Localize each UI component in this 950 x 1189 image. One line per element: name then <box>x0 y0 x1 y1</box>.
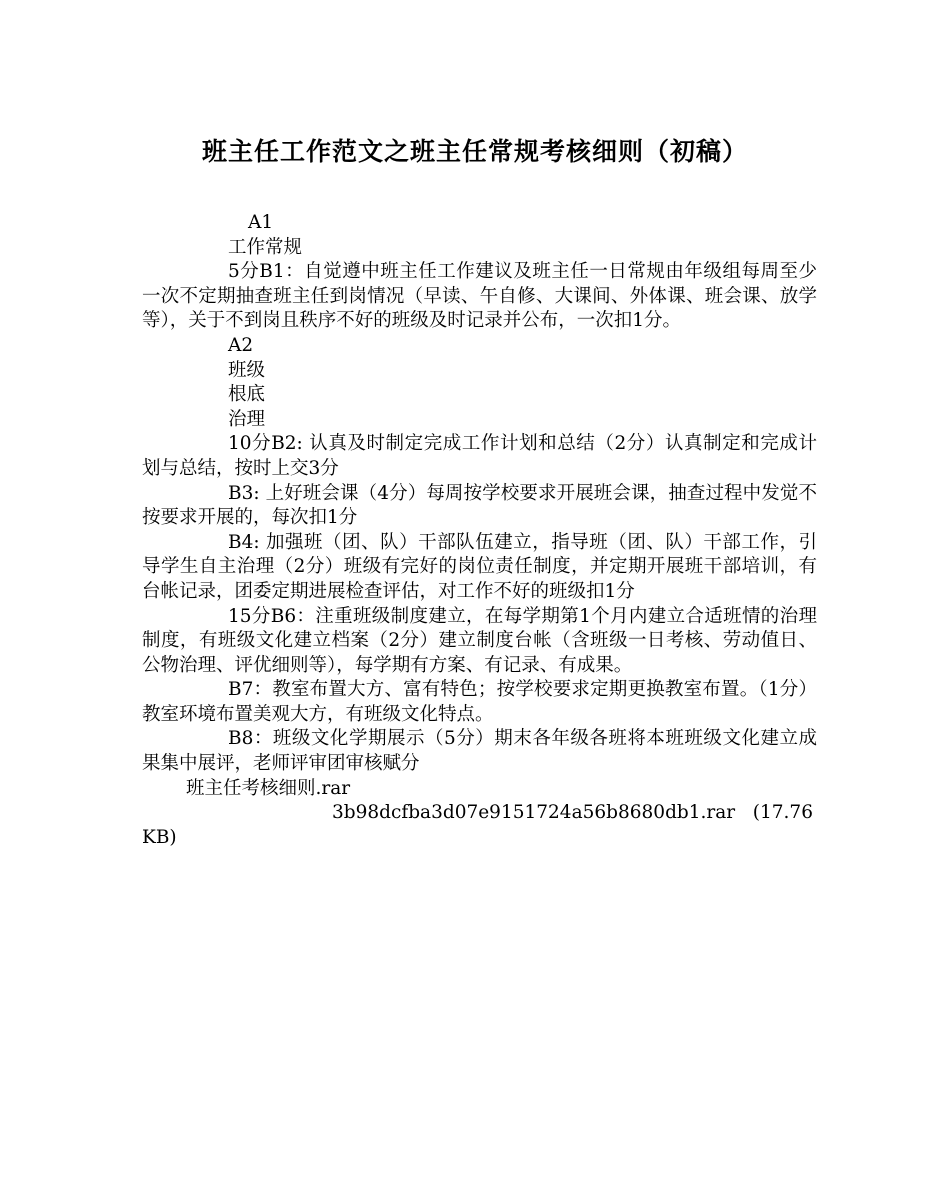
document-body <box>142 211 817 850</box>
section-name-line: 治理 <box>228 408 266 430</box>
attachment-file-size: (17.76 KB) <box>142 802 813 848</box>
paragraph-b2: 10分B2: 认真及时制定完成工作计划和总结（2分）认真制定和完成计划与总结，按时上交3分 <box>142 433 817 479</box>
document-title: 班主任工作范文之班主任常规考核细则（初稿） <box>201 137 748 166</box>
attachment-file-name[interactable]: 3b98dcfba3d07e9151724a56b8680db1.rar <box>332 802 736 824</box>
section-name-line: 根底 <box>228 384 266 406</box>
section-name-line: 班级 <box>228 359 266 381</box>
attachment-name-text[interactable]: 班主任考核细则.rar <box>186 777 351 799</box>
paragraph-b1: 5分B1：自觉遵中班主任工作建议及班主任一日常规由年级组每周至少一次不定期抽查班主任到岗情况（早读、午自修、大课间、外体课、班会课、放学等），关于不到岗且秩序不好的班级及时记录并公布，一次扣1分。 <box>142 261 817 332</box>
paragraph-b8: B8：班级文化学期展示（5分）期末各年级各班将本班班级文化建立成果集中展评，老师评审团审核赋分 <box>142 728 817 775</box>
section-label-a1: A1 <box>248 212 274 233</box>
paragraph-b3: B3: 上好班会课（4分）每周按学校要求开展班会课，抽查过程中发觉不按要求开展的，每次扣1分 <box>142 482 817 529</box>
section-label-a2: A2 <box>228 334 254 356</box>
attachment-name[interactable] <box>142 777 817 802</box>
paragraph-b4: B4: 加强班（团、队）干部队伍建立，指导班（团、队）干部工作，引导学生自主治理（2分）班级有完好的岗位责任制度，并定期开展班干部培训，有台帐记录，团委定期进展检查评估，对工作不好的班级扣1分 <box>142 531 817 602</box>
attachment-file-line <box>142 801 817 850</box>
paragraph-b6: 15分B6：注重班级制度建立，在每学期第1个月内建立合适班情的治理制度，有班级文化建立档案（2分）建立制度台帐（含班级一日考核、劳动值日、公物治理、评优细则等），每学期有方案、有记录、有成果。 <box>142 605 817 676</box>
section-name-line: 工作常规 <box>228 236 303 258</box>
paragraph-b7: B7：教室布置大方、富有特色；按学校要求定期更换教室布置。（1分）教室环境布置美观大方，有班级文化特点。 <box>142 679 817 725</box>
